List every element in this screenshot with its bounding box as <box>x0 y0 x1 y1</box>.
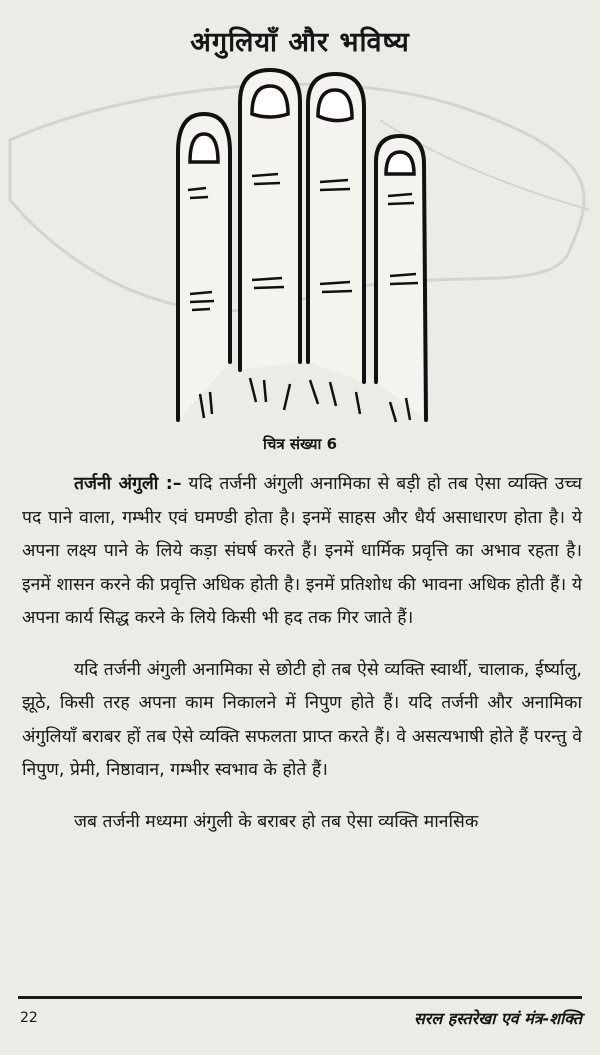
paragraph-index-finger-longer <box>22 468 582 636</box>
page-number: 22 <box>20 1010 38 1026</box>
paragraph-text: यदि तर्जनी अंगुली अनामिका से बड़ी हो तब ऐसा व्यक्ति उच्च पद पाने वाला, गम्भीर एवं घमण्डी होता है। इनमें साहस और धैर्य असाधारण होता है। ये अपना लक्ष्य पाने के लिये कड़ा संघर्ष करते हैं। इनमें धार्मिक प्रवृत्ति का अभाव रहता है। इनमें शासन करने की प्रवृत्ति अधिक होती है। इनमें प्रतिशोध की भावना अधिक होती हैं। ये अपना कार्य सिद्ध करने के लिये किसी भी हद तक गिर जाते हैं। <box>22 474 582 628</box>
page-title: अंगुलियाँ और भविष्य <box>190 27 410 58</box>
running-book-title: सरल हस्तरेखा एवं मंत्र-शक्ति <box>413 1009 582 1028</box>
hand-fingers-illustration <box>160 62 450 432</box>
footer-divider <box>18 996 582 999</box>
paragraph-index-equals-middle: जब तर्जनी मध्यमा अंगुली के बराबर हो तब ऐसा व्यक्ति मानसिक <box>74 811 479 832</box>
term-heading: तर्जनी अंगुली :– <box>74 474 182 494</box>
paragraph-index-finger-shorter: यदि तर्जनी अंगुली अनामिका से छोटी हो तब ऐसे व्यक्ति स्वार्थी, चालाक, ईर्ष्यालु, झूठे, किसी तरह अपना काम निकालने में निपुण होते हैं। यदि तर्जनी और अनामिका अंगुलियाँ बराबर हों तब ऐसे व्यक्ति सफलता प्राप्त करते हैं। वे असत्यभाषी होते हैं परन्तु वे निपुण, प्रेमी, निष्ठावान, गम्भीर स्वभाव के होते हैं। <box>22 659 582 780</box>
body-text <box>22 468 582 839</box>
figure-caption: चित्र संख्या 6 <box>262 435 338 453</box>
